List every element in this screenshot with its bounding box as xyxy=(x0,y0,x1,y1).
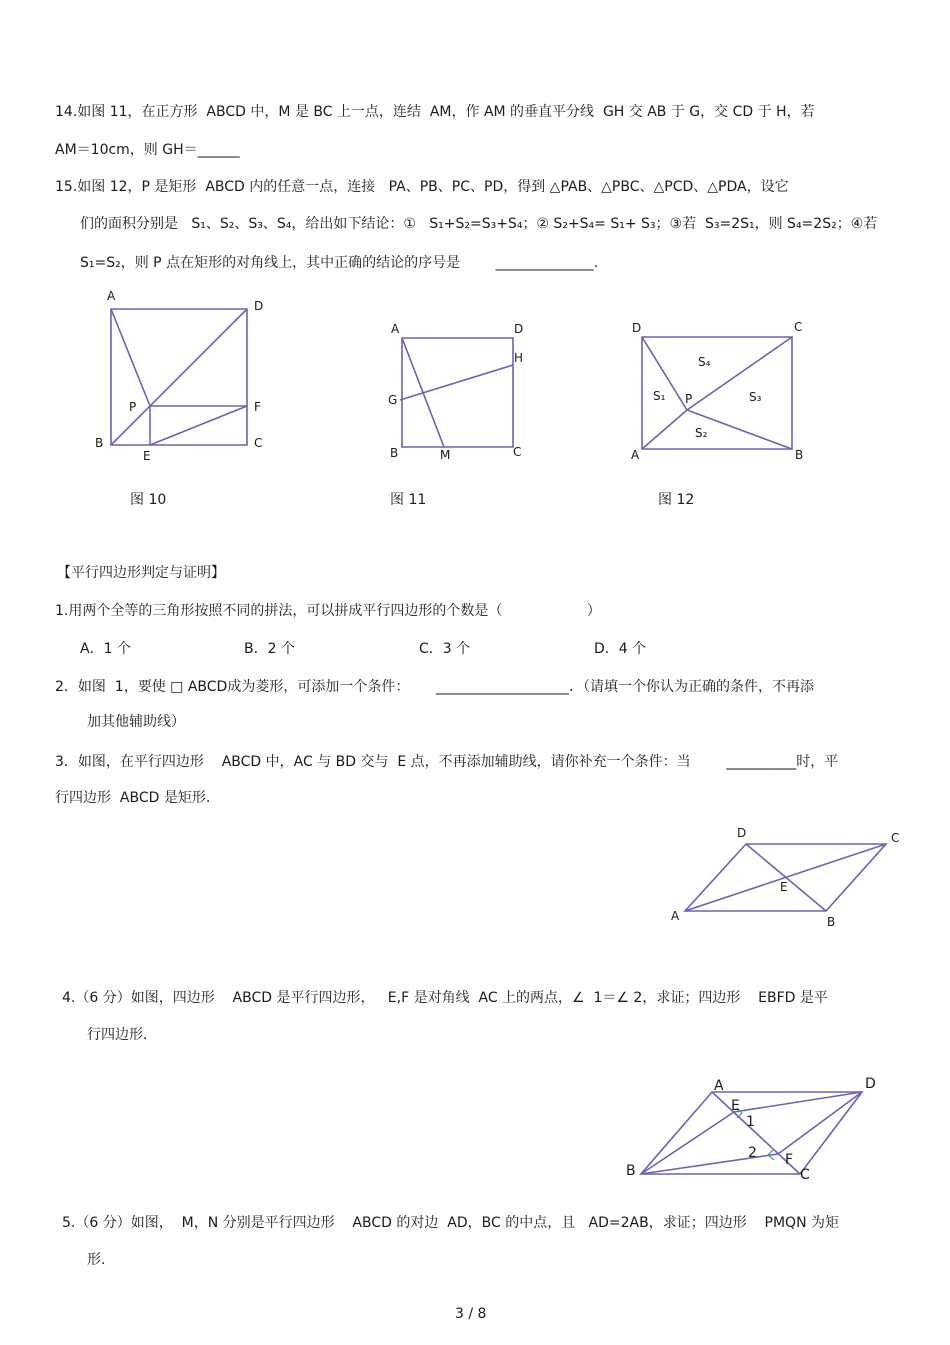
fig12-label-b: B xyxy=(795,448,804,462)
fig11-segment-gh xyxy=(400,365,513,400)
fig12-label-s4: S₄ xyxy=(698,355,711,369)
figure-question-4 xyxy=(620,1070,880,1190)
question-4-line-2: 行四边形. xyxy=(87,1027,148,1043)
fig11-square xyxy=(402,338,513,447)
fig10-diagonal-bd xyxy=(111,309,247,445)
fig11-label-m: M xyxy=(440,448,451,462)
problem-14-line-1: 14.如图 11，在正方形 ABCD 中，M 是 BC 上一点，连结 AM，作 AM 的垂直平分线 GH 交 AB 于 G，交 CD 于 H，若 xyxy=(55,104,815,120)
fig10-label-d: D xyxy=(254,299,264,313)
fig-q4-segment-fd xyxy=(778,1092,862,1154)
fig12-segment-cp xyxy=(687,337,792,410)
question-3-line-2: 行四边形 ABCD 是矩形. xyxy=(55,790,211,806)
fig-q3-label-a: A xyxy=(671,909,680,923)
page-number: 3 / 8 xyxy=(455,1306,487,1322)
section-title: 【平行四边形判定与证明】 xyxy=(57,565,225,581)
figure-10 xyxy=(90,285,280,475)
fig12-label-s1: S₁ xyxy=(653,389,666,403)
question-4-line-1: 4.（6 分）如图，四边形 ABCD 是平行四边形， E,F 是对角线 AC 上的两点，∠ 1＝∠ 2，求证；四边形 EBFD 是平 xyxy=(62,990,828,1006)
figure-question-3 xyxy=(660,820,910,935)
question-1-text: 1.用两个全等的三角形按照不同的拼法，可以拼成平行四边形的个数是（ ） xyxy=(55,603,601,619)
fig12-label-s2: S₂ xyxy=(695,426,708,440)
fig11-label-a: A xyxy=(391,322,400,336)
fig-q4-label-angle-1: 1 xyxy=(746,1114,755,1130)
fig11-label-b: B xyxy=(390,446,399,460)
fig12-label-p: P xyxy=(685,392,693,406)
fig-q3-label-c: C xyxy=(891,831,900,845)
fig-q3-label-d: D xyxy=(737,826,747,840)
fig10-label-c: C xyxy=(254,436,263,450)
fig-q4-segment-bf xyxy=(641,1154,778,1174)
question-5-line-1: 5.（6 分）如图， M，N 分别是平行四边形 ABCD 的对边 AD，BC 的中点，且 AD=2AB，求证；四边形 PMQN 为矩 xyxy=(62,1215,839,1231)
question-1-option-b: B．2 个 xyxy=(244,641,295,657)
question-1-option-c: C．3 个 xyxy=(419,641,471,657)
problem-15-line-3: S₁=S₂，则 P 点在矩形的对角线上，其中正确的结论的序号是 ______________. xyxy=(80,255,599,271)
fig11-label-g: G xyxy=(388,393,398,407)
problem-15-line-2: 们的面积分别是 S₁、S₂、S₃、S₄，给出如下结论：① S₁+S₂=S₃+S₄；② S₂+S₄= S₁+ S₃；③若 S₃=2S₁，则 S₄=2S₂；④若 xyxy=(80,216,878,232)
figure-12 xyxy=(620,315,820,470)
fig-q3-label-b: B xyxy=(827,915,836,929)
fig-q4-label-c: C xyxy=(800,1167,810,1183)
question-2-line-1: 2．如图 1，要使 □ ABCD成为菱形，可添加一个条件： ___________________．（请填一个你认为正确的条件，不再添 xyxy=(55,679,815,695)
fig-q4-label-a: A xyxy=(714,1078,724,1094)
question-5-line-2: 形. xyxy=(87,1252,106,1268)
fig10-label-e: E xyxy=(143,449,151,463)
fig12-label-d: D xyxy=(632,321,642,335)
question-3-line-1: 3．如图，在平行四边形 ABCD 中，AC 与 BD 交与 E 点，不再添加辅助线，请你补充一个条件：当 __________时，平 xyxy=(55,754,839,770)
fig10-label-p: P xyxy=(129,400,137,414)
fig11-label-c: C xyxy=(513,445,522,459)
fig10-segment-ef xyxy=(150,406,247,445)
question-2-line-2: 加其他辅助线） xyxy=(87,714,185,730)
fig-q3-diagonal-bd xyxy=(746,844,826,911)
fig11-label-d: D xyxy=(514,322,524,336)
fig-q4-parallelogram xyxy=(641,1092,862,1174)
fig12-label-c: C xyxy=(794,320,803,334)
figure-10-caption: 图 10 xyxy=(130,492,167,508)
fig12-label-a: A xyxy=(631,448,640,462)
fig-q4-label-d: D xyxy=(865,1076,876,1092)
figure-12-caption: 图 12 xyxy=(658,492,695,508)
question-1-option-d: D．4 个 xyxy=(594,641,647,657)
fig10-label-f: F xyxy=(254,400,261,414)
fig-q3-label-e: E xyxy=(780,880,788,894)
figure-11-caption: 图 11 xyxy=(390,492,427,508)
fig12-label-s3: S₃ xyxy=(749,390,762,404)
fig10-label-a: A xyxy=(107,289,116,303)
figure-11 xyxy=(380,318,540,468)
fig-q4-label-e: E xyxy=(731,1098,740,1114)
fig-q4-label-b: B xyxy=(626,1163,636,1179)
fig-q4-label-f: F xyxy=(785,1152,794,1168)
fig12-segment-ap xyxy=(642,410,687,449)
fig10-label-b: B xyxy=(95,436,104,450)
question-1-option-a: A．1 个 xyxy=(80,641,131,657)
fig10-segment-ap xyxy=(111,309,150,406)
fig-q4-label-angle-2: 2 xyxy=(748,1145,757,1161)
fig-q4-segment-ed xyxy=(734,1092,862,1112)
problem-15-line-1: 15.如图 12，P 是矩形 ABCD 内的任意一点，连接 PA、PB、PC、PD，得到 △PAB、△PBC、△PCD、△PDA，设它 xyxy=(55,179,789,195)
problem-14-line-2: AM＝10cm，则 GH＝______ xyxy=(55,142,240,158)
fig11-label-h: H xyxy=(514,351,524,365)
